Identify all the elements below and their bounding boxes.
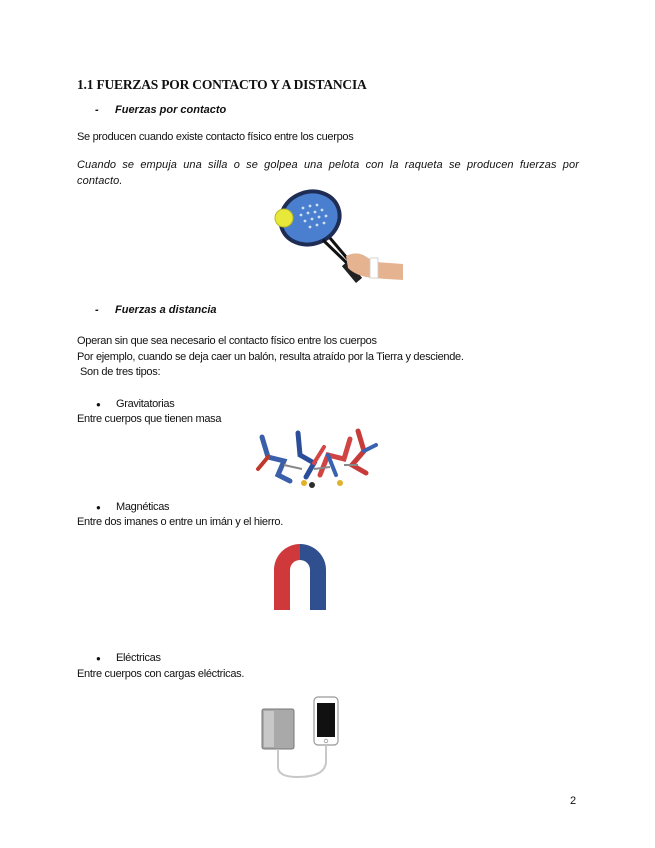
bullet-dot: ● — [96, 400, 101, 409]
racket-icon — [273, 188, 362, 283]
type-magnetic-name: Magnéticas — [116, 501, 170, 513]
distance-subtitle-row — [95, 304, 217, 316]
powerbank-phone-image — [258, 693, 348, 781]
type-electric-description: Entre cuerpos con cargas eléctricas. — [77, 668, 245, 680]
cable-icon — [278, 745, 326, 777]
phone-icon — [314, 697, 338, 745]
type-gravitational-description: Entre cuerpos que tienen masa — [77, 413, 222, 425]
skydivers-image — [254, 425, 382, 493]
type-magnetic-description: Entre dos imanes o entre un imán y el hierro. — [77, 516, 284, 528]
bullet-dot: ● — [96, 654, 101, 663]
contact-definition: Se producen cuando existe contacto físico entre los cuerpos — [77, 131, 354, 143]
type-magnetic-row — [96, 501, 169, 513]
powerbank-icon — [262, 709, 294, 749]
contact-subtitle: Fuerzas por contacto — [115, 104, 227, 116]
distance-subtitle: Fuerzas a distancia — [115, 304, 217, 316]
distance-line-3: Son de tres tipos: — [80, 366, 161, 378]
section-heading: 1.1 FUERZAS POR CONTACTO Y A DISTANCIA — [77, 77, 367, 92]
dash-bullet: - — [95, 304, 99, 316]
magnet-icon — [270, 540, 330, 612]
type-gravitational-name: Gravitatorias — [116, 398, 175, 410]
distance-line-2: Por ejemplo, cuando se deja caer un balón, resulta atraído por la Tierra y desciende. — [77, 351, 464, 363]
contact-example: Cuando se empuja una silla o se golpea una pelota con la raqueta se producen fuerzas por contacto. — [77, 159, 579, 187]
type-electric-row — [96, 652, 161, 664]
page-number: 2 — [570, 795, 577, 807]
padel-racket-image — [268, 188, 408, 286]
contact-subtitle-row — [95, 104, 226, 116]
distance-line-1: Operan sin que sea necesario el contacto físico entre los cuerpos — [77, 335, 377, 347]
type-gravitational-row — [96, 398, 174, 410]
dash-bullet: - — [95, 104, 99, 116]
bullet-dot: ● — [96, 503, 101, 512]
skydiver-icon — [258, 431, 376, 488]
type-electric-name: Eléctricas — [116, 652, 161, 664]
ball-icon — [275, 209, 293, 227]
